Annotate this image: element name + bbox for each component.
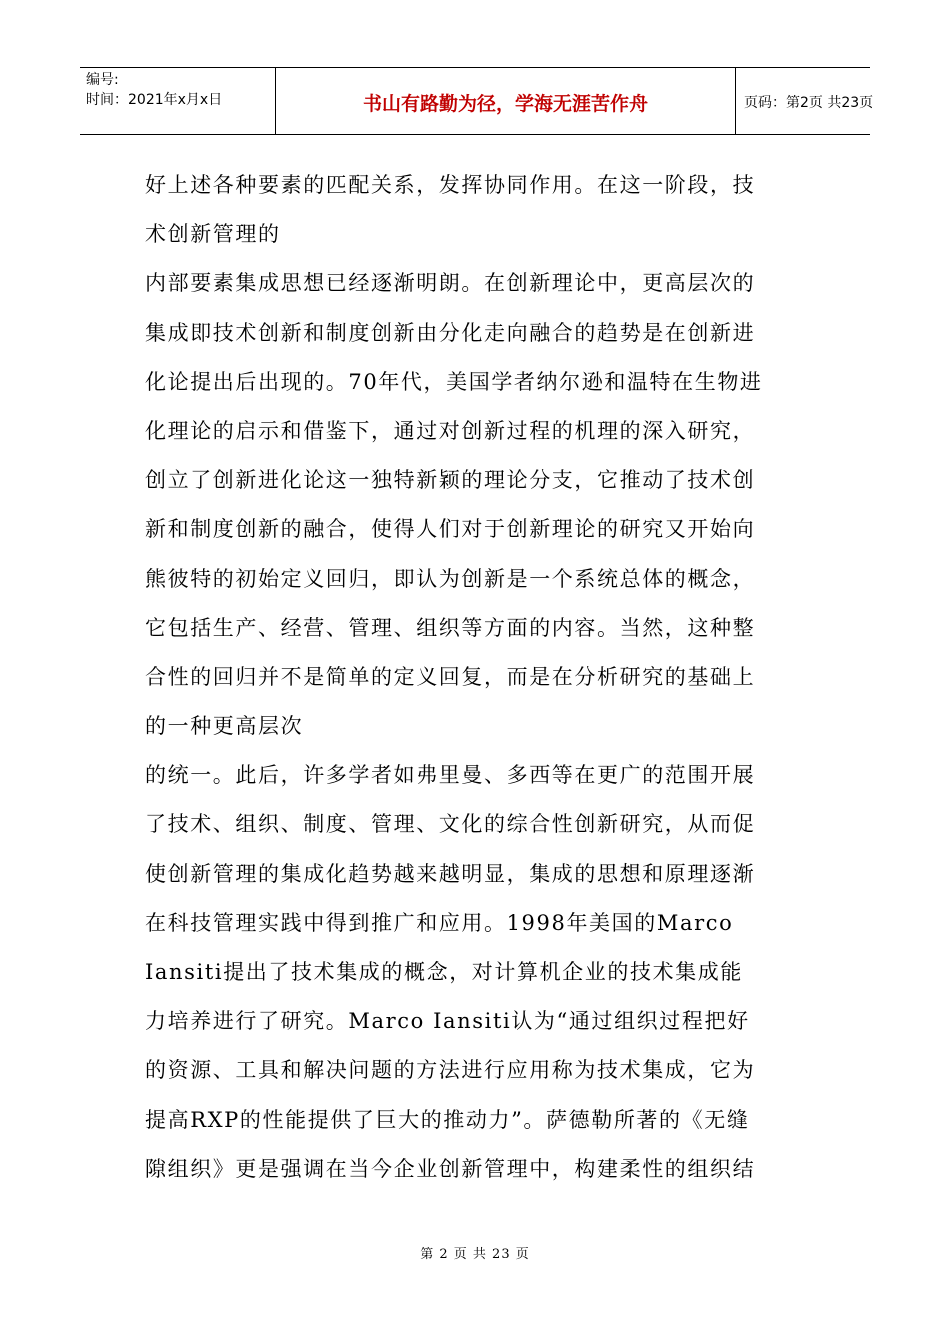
body-line: 合性的回归并不是简单的定义回复，而是在分析研究的基础上 — [145, 664, 756, 689]
body-line: 熊彼特的初始定义回归，即认为创新是一个系统总体的概念， — [145, 566, 756, 591]
page-footer: 第 2 页 共 23 页 — [420, 1247, 530, 1262]
body-line: 创立了创新进化论这一独特新颖的理论分支，它推动了技术创 — [145, 468, 756, 493]
body-line: 它包括生产、经营、管理、组织等方面的内容。当然，这种整 — [145, 615, 756, 640]
page-header — [80, 67, 874, 135]
header-motto: 书山有路勤为径，学海无涯苦作舟 — [362, 93, 648, 115]
body-line: 力培养进行了研究。Marco Iansiti认为“通过组织过程把好 — [145, 1009, 750, 1034]
body-line: 提高RXP的性能提供了巨大的推动力”。萨德勒所著的《无缝 — [145, 1107, 750, 1132]
body-line: 使创新管理的集成化趋势越来越明显，集成的思想和原理逐渐 — [145, 861, 756, 886]
body-line: 的资源、工具和解决问题的方法进行应用称为技术集成，它为 — [145, 1058, 756, 1083]
header-page-info: 页码：第2页 共23页 — [744, 95, 874, 111]
body-line: 隙组织》更是强调在当今企业创新管理中，构建柔性的组织结 — [145, 1156, 756, 1181]
body-line: 内部要素集成思想已经逐渐明朗。在创新理论中，更高层次的 — [145, 271, 756, 296]
body-line: 化论提出后出现的。70年代，美国学者纳尔逊和温特在生物进 — [145, 369, 763, 394]
body-line: 好上述各种要素的匹配关系，发挥协同作用。在这一阶段，技 — [145, 173, 756, 197]
body-line: 的一种更高层次 — [145, 714, 304, 739]
document-number-label: 编号: — [86, 72, 119, 88]
body-line: 术创新管理的 — [145, 222, 281, 247]
body-line: 了技术、组织、制度、管理、文化的综合性创新研究，从而促 — [145, 812, 756, 837]
body-line: 的统一。此后，许多学者如弗里曼、多西等在更广的范围开展 — [145, 763, 756, 788]
body-line: 在科技管理实践中得到推广和应用。1998年美国的Marco — [145, 910, 734, 935]
header-meta-cell — [80, 68, 276, 134]
body-line: 化理论的启示和借鉴下，通过对创新过程的机理的深入研究， — [145, 418, 756, 443]
body-line: 新和制度创新的融合，使得人们对于创新理论的研究又开始向 — [145, 517, 756, 542]
header-motto-cell — [276, 68, 736, 134]
header-page-cell — [736, 68, 874, 134]
body-line: 集成即技术创新和制度创新由分化走向融合的趋势是在创新进 — [145, 320, 756, 345]
document-date: 时间：2021年x月x日 — [86, 92, 223, 108]
body-line: Iansiti提出了技术集成的概念，对计算机企业的技术集成能 — [145, 960, 743, 984]
document-body — [145, 165, 810, 1198]
